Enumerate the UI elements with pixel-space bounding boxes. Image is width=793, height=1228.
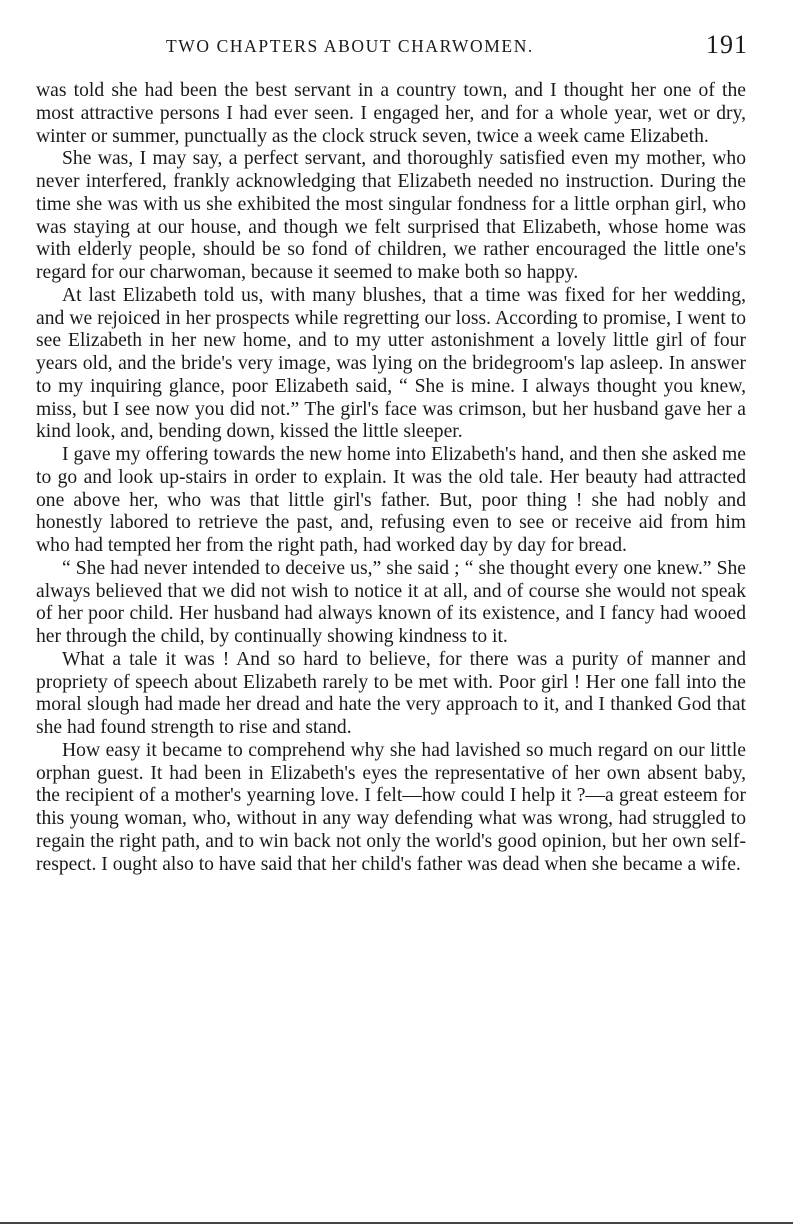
paragraph: “ She had never intended to deceive us,” she said ; “ she thought every one knew.” She always believed that we did not wish to notice it at all, and of course she would not speak of her poor child. Her husband had always known of its existence, and I fancy had wooed her through the child, by continually showing kindness to it. bbox=[36, 557, 746, 647]
page-header bbox=[36, 30, 746, 66]
paragraph: At last Elizabeth told us, with many blushes, that a time was fixed for her wedding, and we rejoiced in her prospects while regretting our loss. According to promise, I went to see Elizabeth in her new home, and to my utter astonishment a lovely little girl of four years old, and the bride's very image, was lying on the bridegroom's lap asleep. In answer to my inquiring glance, poor Elizabeth said, “ She is mine. I always thought you knew, miss, but I see now you did not.” The girl's face was crimson, but her husband gave her a kind look, and, bending down, kissed the little sleeper. bbox=[36, 284, 746, 443]
book-page bbox=[36, 30, 746, 876]
paragraph: She was, I may say, a perfect servant, and thoroughly satisfied even my mother, who never interfered, frankly acknowledging that Elizabeth needed no instruction. During the time she was with us she exhibited the most singular fondness for a little orphan girl, who was staying at our house, and though we felt surprised that Elizabeth, whose home was with elderly people, should be so fond of children, we rather encouraged the little one's regard for our charwoman, because it seemed to make both so happy. bbox=[36, 148, 746, 283]
paragraph: What a tale it was ! And so hard to believe, for there was a purity of manner and propriety of speech about Elizabeth rarely to be met with. Poor girl ! Her one fall into the moral slough had made her dread and hate the very approach to it, and I thanked God that she had found strength to rise and stand. bbox=[36, 648, 746, 738]
paragraph: was told she had been the best servant in a country town, and I thought her one of the most attractive persons I had ever seen. I engaged her, and for a whole year, wet or dry, winter or summer, punctually as the clock struck seven, twice a week came Elizabeth. bbox=[36, 80, 746, 147]
page-number: 191 bbox=[706, 30, 748, 59]
running-head: TWO CHAPTERS ABOUT CHARWOMEN. bbox=[166, 36, 534, 56]
paragraph: How easy it became to comprehend why she had lavished so much regard on our little orphan guest. It had been in Elizabeth's eyes the representative of her own absent baby, the recipient of a mother's yearning love. I felt—how could I help it ?—a great esteem for this young woman, who, without in any way defending what was wrong, had struggled to regain the right path, and to win back not only the world's good opinion, but her own self-respect. I ought also to have said that her child's father was dead when she became a wife. bbox=[36, 739, 746, 875]
paragraph: I gave my offering towards the new home into Elizabeth's hand, and then she asked me to go and look up-stairs in order to explain. It was the old tale. Her beauty had attracted one above her, who was that little girl's father. But, poor thing ! she had nobly and honestly labored to retrieve the past, and, refusing even to see or receive aid from him who had tempted her from the right path, had worked day by day for bread. bbox=[36, 444, 746, 556]
bottom-border bbox=[0, 1222, 793, 1224]
body-text bbox=[36, 80, 746, 876]
